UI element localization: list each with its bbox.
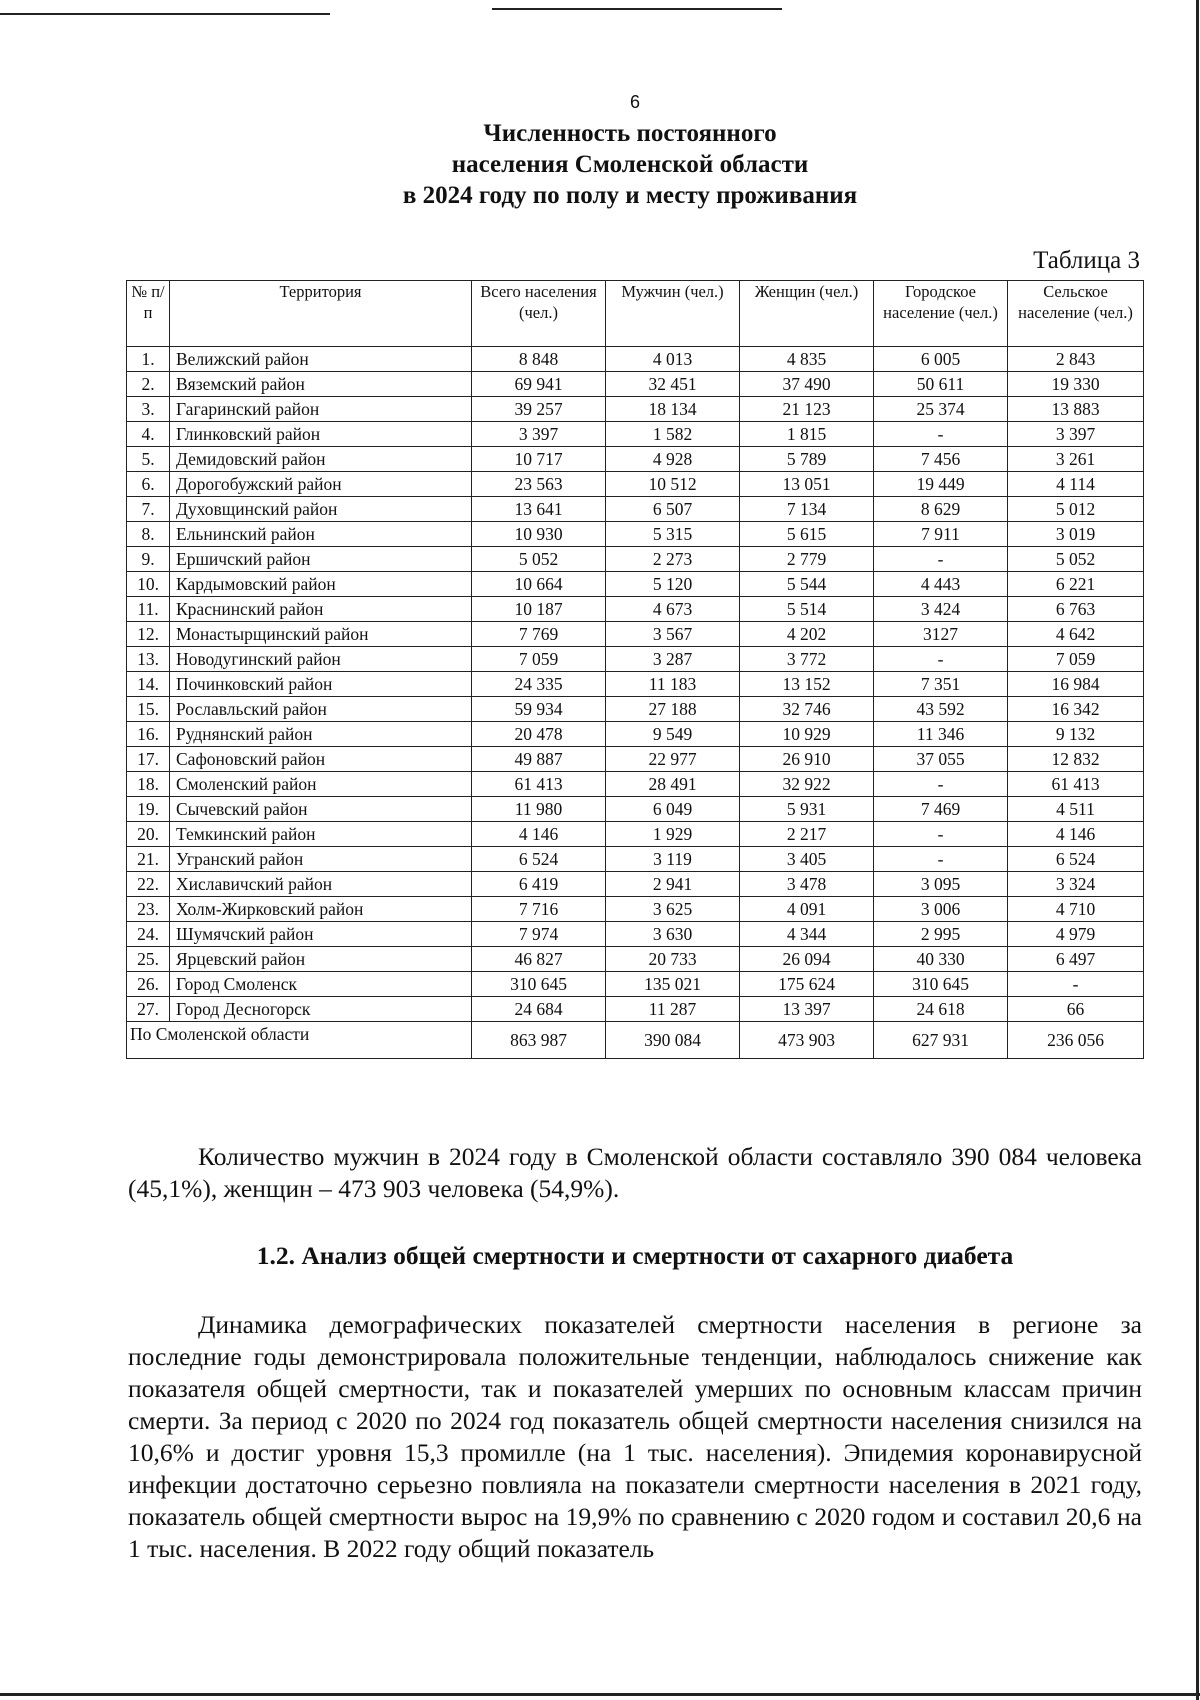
column-header: Мужчин (чел.) (606, 281, 740, 347)
table-cell: 7 134 (740, 497, 874, 522)
table-row (127, 472, 1144, 497)
table-cell: 3 324 (1008, 872, 1144, 897)
table-cell: 3 397 (1008, 422, 1144, 447)
table-cell: 28 491 (606, 772, 740, 797)
territory-name: Холм-Жирковский район (170, 897, 472, 922)
table-cell: 13 883 (1008, 397, 1144, 422)
table-cell: 12 832 (1008, 747, 1144, 772)
row-number: 3. (127, 397, 170, 422)
table-row (127, 522, 1144, 547)
table-row (127, 647, 1144, 672)
territory-name: Город Десногорск (170, 997, 472, 1022)
territory-name: Гагаринский район (170, 397, 472, 422)
table-row (127, 497, 1144, 522)
territory-name: Шумячский район (170, 922, 472, 947)
table-cell: 4 114 (1008, 472, 1144, 497)
table-cell: 24 684 (472, 997, 606, 1022)
page-title (0, 118, 1200, 211)
table-cell: 8 629 (874, 497, 1008, 522)
table-cell: 863 987 (472, 1022, 606, 1059)
table-row (127, 972, 1144, 997)
table-cell: 32 746 (740, 697, 874, 722)
table-row (127, 872, 1144, 897)
row-number: 11. (127, 597, 170, 622)
territory-name: Демидовский район (170, 447, 472, 472)
table-cell: 5 789 (740, 447, 874, 472)
table-cell: 10 512 (606, 472, 740, 497)
table-cell: 59 934 (472, 697, 606, 722)
table-row (127, 622, 1144, 647)
table-cell: 13 051 (740, 472, 874, 497)
table-cell: 2 941 (606, 872, 740, 897)
row-number: 17. (127, 747, 170, 772)
table-cell: 4 979 (1008, 922, 1144, 947)
column-header: Всего населения (чел.) (472, 281, 606, 347)
table-cell: 390 084 (606, 1022, 740, 1059)
territory-name: Велижский район (170, 347, 472, 372)
table-cell: 32 451 (606, 372, 740, 397)
table-row (127, 797, 1144, 822)
scan-artifact-top-right (492, 8, 782, 10)
table-cell: 7 059 (1008, 647, 1144, 672)
table-cell: 5 052 (472, 547, 606, 572)
scan-artifact-bottom (0, 1693, 1200, 1696)
table-cell: 6 497 (1008, 947, 1144, 972)
table-row (127, 372, 1144, 397)
territory-name: Сафоновский район (170, 747, 472, 772)
row-number: 23. (127, 897, 170, 922)
table-cell: 10 664 (472, 572, 606, 597)
territory-name: Новодугинский район (170, 647, 472, 672)
scan-artifact-top-left (0, 13, 330, 15)
table-cell: 6 221 (1008, 572, 1144, 597)
table-cell: 20 733 (606, 947, 740, 972)
territory-name: Глинковский район (170, 422, 472, 447)
table-row (127, 697, 1144, 722)
table-cell: 8 848 (472, 347, 606, 372)
row-number: 14. (127, 672, 170, 697)
scan-artifact-right-edge (1196, 0, 1199, 1700)
table-cell: 7 911 (874, 522, 1008, 547)
table-cell: 3 019 (1008, 522, 1144, 547)
table-cell: 32 922 (740, 772, 874, 797)
row-number: 22. (127, 872, 170, 897)
table-cell: 10 929 (740, 722, 874, 747)
table-cell: 24 618 (874, 997, 1008, 1022)
row-number: 24. (127, 922, 170, 947)
table-cell: 66 (1008, 997, 1144, 1022)
table-row (127, 397, 1144, 422)
table-cell: 3 630 (606, 922, 740, 947)
table-cell: 4 928 (606, 447, 740, 472)
title-line-1: Численность постоянного (483, 120, 777, 147)
row-number: 5. (127, 447, 170, 472)
table-cell: 4 443 (874, 572, 1008, 597)
table-cell: 4 710 (1008, 897, 1144, 922)
row-number: 16. (127, 722, 170, 747)
table-cell: - (874, 647, 1008, 672)
column-header: Сельское население (чел.) (1008, 281, 1144, 347)
table-total-row (127, 1022, 1144, 1059)
table-row (127, 847, 1144, 872)
row-number: 19. (127, 797, 170, 822)
table-cell: 19 330 (1008, 372, 1144, 397)
table-cell: 24 335 (472, 672, 606, 697)
table-cell: 37 055 (874, 747, 1008, 772)
territory-name: Дорогобужский район (170, 472, 472, 497)
column-header: № п/п (127, 281, 170, 347)
table-cell: 16 984 (1008, 672, 1144, 697)
table-cell: 11 183 (606, 672, 740, 697)
table-row (127, 572, 1144, 597)
population-table (126, 280, 1144, 1059)
table-cell: 6 763 (1008, 597, 1144, 622)
page-number: 6 (629, 92, 640, 112)
table-cell: 4 013 (606, 347, 740, 372)
territory-name: Угранский район (170, 847, 472, 872)
table-cell: 27 188 (606, 697, 740, 722)
table-cell: 20 478 (472, 722, 606, 747)
table-cell: 18 134 (606, 397, 740, 422)
table-cell: 7 351 (874, 672, 1008, 697)
table-cell: 10 717 (472, 447, 606, 472)
table-cell: 11 287 (606, 997, 740, 1022)
table-cell: 19 449 (874, 472, 1008, 497)
table-cell: 3 567 (606, 622, 740, 647)
territory-name: Кардымовский район (170, 572, 472, 597)
table-cell: 4 146 (1008, 822, 1144, 847)
table-cell: 50 611 (874, 372, 1008, 397)
table-cell: 6 524 (1008, 847, 1144, 872)
table-cell: 135 021 (606, 972, 740, 997)
table-cell: 10 930 (472, 522, 606, 547)
table-cell: 22 977 (606, 747, 740, 772)
paragraph-population-sex: Количество мужчин в 2024 году в Смоленской области составляло 390 084 человека (45,1%), женщин – 473 903 человека (54,9%). (128, 1142, 1142, 1203)
table-row (127, 547, 1144, 572)
table-cell: 4 344 (740, 922, 874, 947)
table-cell: 6 419 (472, 872, 606, 897)
row-number: 26. (127, 972, 170, 997)
table-cell: 3 095 (874, 872, 1008, 897)
table-cell: 26 910 (740, 747, 874, 772)
title-line-2: населения Смоленской области (451, 151, 809, 178)
row-number: 20. (127, 822, 170, 847)
row-number: 4. (127, 422, 170, 447)
table-cell: 3 119 (606, 847, 740, 872)
table-cell: 627 931 (874, 1022, 1008, 1059)
table-cell: 236 056 (1008, 1022, 1144, 1059)
table-cell: 3 478 (740, 872, 874, 897)
section-heading: 1.2. Анализ общей смертности и смертности от сахарного диабета (256, 1241, 1014, 1270)
table-cell: 61 413 (472, 772, 606, 797)
row-number: 15. (127, 697, 170, 722)
table-cell: 3 006 (874, 897, 1008, 922)
table-row (127, 922, 1144, 947)
row-number: 8. (127, 522, 170, 547)
table-cell: 61 413 (1008, 772, 1144, 797)
table-cell: 25 374 (874, 397, 1008, 422)
row-number: 2. (127, 372, 170, 397)
table-row (127, 822, 1144, 847)
territory-name: Починковский район (170, 672, 472, 697)
row-number: 21. (127, 847, 170, 872)
column-header: Городское население (чел.) (874, 281, 1008, 347)
table-cell: 13 641 (472, 497, 606, 522)
table-cell: 7 974 (472, 922, 606, 947)
table-cell: 4 091 (740, 897, 874, 922)
row-number: 13. (127, 647, 170, 672)
table-cell: 1 815 (740, 422, 874, 447)
table-cell: 7 456 (874, 447, 1008, 472)
table-cell: 7 469 (874, 797, 1008, 822)
table-cell: 2 843 (1008, 347, 1144, 372)
table-cell: 46 827 (472, 947, 606, 972)
territory-name: Монастырщинский район (170, 622, 472, 647)
table-row (127, 447, 1144, 472)
table-cell: 37 490 (740, 372, 874, 397)
territory-name: Краснинский район (170, 597, 472, 622)
table-cell: 10 187 (472, 597, 606, 622)
territory-name: Ершичский район (170, 547, 472, 572)
table-row (127, 597, 1144, 622)
table-row (127, 672, 1144, 697)
table-row (127, 747, 1144, 772)
table-cell: 3 287 (606, 647, 740, 672)
row-number: 27. (127, 997, 170, 1022)
table-cell: 5 315 (606, 522, 740, 547)
table-cell: 5 012 (1008, 497, 1144, 522)
table-cell: 2 779 (740, 547, 874, 572)
table-cell: 5 615 (740, 522, 874, 547)
table-cell: 49 887 (472, 747, 606, 772)
table-row (127, 947, 1144, 972)
table-row (127, 772, 1144, 797)
table-cell: 13 397 (740, 997, 874, 1022)
table-cell: 5 052 (1008, 547, 1144, 572)
table-cell: - (874, 422, 1008, 447)
table-cell: 13 152 (740, 672, 874, 697)
territory-name: Хиславичский район (170, 872, 472, 897)
table-cell: 11 346 (874, 722, 1008, 747)
column-header: Женщин (чел.) (740, 281, 874, 347)
table-cell: 2 995 (874, 922, 1008, 947)
row-number: 10. (127, 572, 170, 597)
row-number: 18. (127, 772, 170, 797)
table-cell: 9 549 (606, 722, 740, 747)
table-cell: 310 645 (874, 972, 1008, 997)
table-cell: 5 514 (740, 597, 874, 622)
table-row (127, 422, 1144, 447)
table-cell: 9 132 (1008, 722, 1144, 747)
territory-name: Темкинский район (170, 822, 472, 847)
table-row (127, 897, 1144, 922)
table-cell: 3 405 (740, 847, 874, 872)
territory-name: Руднянский район (170, 722, 472, 747)
table-cell: 4 673 (606, 597, 740, 622)
territory-name: Город Смоленск (170, 972, 472, 997)
table-cell: 3 424 (874, 597, 1008, 622)
table-cell: 6 005 (874, 347, 1008, 372)
table-caption: Таблица 3 (1033, 247, 1140, 274)
table-cell: 16 342 (1008, 697, 1144, 722)
row-number: 7. (127, 497, 170, 522)
table-cell: 6 507 (606, 497, 740, 522)
territory-name: Рославльский район (170, 697, 472, 722)
territory-name: Вяземский район (170, 372, 472, 397)
table-cell: 2 273 (606, 547, 740, 572)
row-number: 1. (127, 347, 170, 372)
table-cell: 3127 (874, 622, 1008, 647)
table-cell: - (874, 772, 1008, 797)
table-row (127, 722, 1144, 747)
table-cell: 4 146 (472, 822, 606, 847)
column-header: Территория (170, 281, 472, 347)
table-cell: 7 059 (472, 647, 606, 672)
table-row (127, 347, 1144, 372)
table-cell: - (1008, 972, 1144, 997)
table-cell: 5 544 (740, 572, 874, 597)
row-number: 25. (127, 947, 170, 972)
table-cell: 6 049 (606, 797, 740, 822)
table-header-row (127, 281, 1144, 347)
table-cell: - (874, 822, 1008, 847)
total-label: По Смоленской области (127, 1022, 472, 1059)
table-cell: 4 202 (740, 622, 874, 647)
table-cell: 310 645 (472, 972, 606, 997)
table-cell: 4 642 (1008, 622, 1144, 647)
table-row (127, 997, 1144, 1022)
table-cell: 175 624 (740, 972, 874, 997)
table-cell: 3 261 (1008, 447, 1144, 472)
table-cell: 473 903 (740, 1022, 874, 1059)
table-cell: 11 980 (472, 797, 606, 822)
row-number: 9. (127, 547, 170, 572)
table-cell: 39 257 (472, 397, 606, 422)
table-cell: 4 835 (740, 347, 874, 372)
table-cell: 40 330 (874, 947, 1008, 972)
table-cell: 1 929 (606, 822, 740, 847)
table-cell: 3 397 (472, 422, 606, 447)
table-cell: 3 625 (606, 897, 740, 922)
table-cell: 3 772 (740, 647, 874, 672)
territory-name: Духовщинский район (170, 497, 472, 522)
row-number: 12. (127, 622, 170, 647)
table-cell: 23 563 (472, 472, 606, 497)
table-cell: 6 524 (472, 847, 606, 872)
table-cell: 5 931 (740, 797, 874, 822)
territory-name: Смоленский район (170, 772, 472, 797)
table-cell: 21 123 (740, 397, 874, 422)
title-line-3: в 2024 году по полу и месту проживания (402, 182, 858, 209)
table-cell: 2 217 (740, 822, 874, 847)
paragraph-mortality: Динамика демографических показателей смертности населения в регионе за последние годы демонстрировала положительные тенденции, наблюдалось снижение как показателя общей смертности, так и показателей умерших по основным классам причин смерти. За период с 2020 по 2024 год показатель общей смертности населения снизился на 10,6% и достиг уровня 15,3 промилле (на 1 тыс. населения). Эпидемия коронавирусной инфекции достаточно серьезно повлияла на показатели смертности населения в 2021 году, показатель общей смертности вырос на 19,9% по сравнению с 2020 годом и составил 20,6 на 1 тыс. населения. В 2022 году общий показатель (128, 1310, 1142, 1563)
table-cell: - (874, 547, 1008, 572)
table-cell: 43 592 (874, 697, 1008, 722)
row-number: 6. (127, 472, 170, 497)
table-cell: 7 716 (472, 897, 606, 922)
table-cell: - (874, 847, 1008, 872)
table-cell: 4 511 (1008, 797, 1144, 822)
table-cell: 26 094 (740, 947, 874, 972)
table-body (127, 347, 1144, 1022)
table-cell: 7 769 (472, 622, 606, 647)
territory-name: Сычевский район (170, 797, 472, 822)
territory-name: Ярцевский район (170, 947, 472, 972)
territory-name: Ельнинский район (170, 522, 472, 547)
table-cell: 1 582 (606, 422, 740, 447)
table-cell: 69 941 (472, 372, 606, 397)
table-cell: 5 120 (606, 572, 740, 597)
